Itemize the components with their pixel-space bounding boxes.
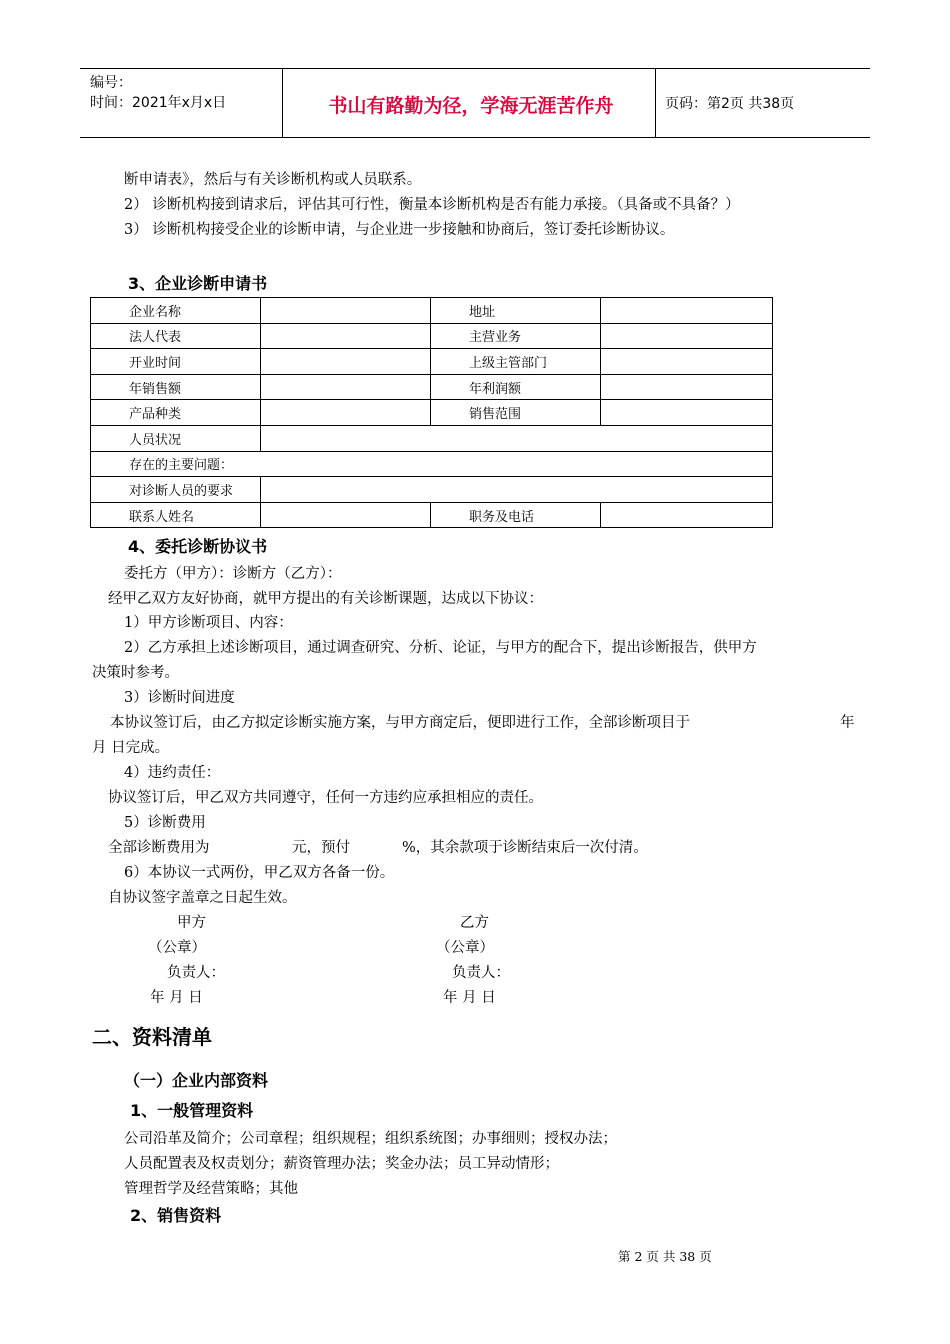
form-value-cell[interactable] <box>261 349 431 375</box>
form-value-cell[interactable] <box>261 477 773 503</box>
form-label: 年利润额 <box>431 374 601 400</box>
part2-title: 二、资料清单 <box>92 1025 212 1049</box>
header-time: 时间：2021年x月x日 <box>90 95 227 111</box>
header-motto: 书山有路勤为径，学海无涯苦作舟 <box>328 95 614 117</box>
effective-line: 自协议签字盖章之日起生效。 <box>108 890 297 906</box>
header-number: 编号： <box>90 75 132 91</box>
party-b-label: 乙方 <box>460 915 489 931</box>
form-value-cell[interactable] <box>601 502 773 528</box>
preamble-line: 经甲乙双方友好协商，就甲方提出的有关诊断课题，达成以下协议： <box>108 591 543 607</box>
form-value-cell[interactable] <box>601 323 773 349</box>
header-divider <box>282 69 283 137</box>
form-label: 开业时间 <box>91 349 261 375</box>
table-row <box>91 298 773 324</box>
table-row <box>91 374 773 400</box>
form-value-cell[interactable] <box>601 400 773 426</box>
party-b-seal: （公章） <box>436 940 494 956</box>
party-a-label: 甲方 <box>177 915 206 931</box>
table-row <box>91 425 773 451</box>
part2-heading-2: 2、销售资料 <box>130 1206 222 1225</box>
item-3-cont: 月 日完成。 <box>92 740 170 756</box>
form-label: 销售范围 <box>431 400 601 426</box>
list-line-1: 公司沿革及简介；公司章程；组织规程；组织系统图；办事细则；授权办法； <box>124 1131 617 1147</box>
form-label: 年销售额 <box>91 374 261 400</box>
section4-title: 4、委托诊断协议书 <box>128 537 268 556</box>
form-value-cell[interactable] <box>261 323 431 349</box>
form-value-cell[interactable] <box>261 400 431 426</box>
intro-line-3: 3） 诊断机构接受企业的诊断申请，与企业进一步接触和协商后，签订委托诊断协议。 <box>124 222 675 238</box>
form-label[interactable]: 存在的主要问题： <box>91 451 773 477</box>
item-6: 6）本协议一式两份，甲乙双方各备一份。 <box>124 865 395 881</box>
form-value-cell[interactable] <box>601 374 773 400</box>
table-row <box>91 451 773 477</box>
form-value-cell[interactable] <box>261 298 431 324</box>
party-a-date: 年 月 日 <box>150 990 203 1006</box>
list-line-2: 人员配置表及权责划分；薪资管理办法；奖金办法；员工异动情形； <box>124 1156 559 1172</box>
fee-rest: %，其余款项于诊断结束后一次付清。 <box>402 840 648 856</box>
parties-line: 委托方（甲方）：诊断方（乙方）： <box>124 566 342 582</box>
header-meta <box>90 73 226 113</box>
form-label: 产品种类 <box>91 400 261 426</box>
intro-line-2: 2） 诊断机构接到请求后，评估其可行性，衡量本诊断机构是否有能力承接。（具备或不具备？） <box>124 197 740 213</box>
fee-prepay: 元，预付 <box>292 840 350 856</box>
party-b-date: 年 月 日 <box>443 990 496 1006</box>
form-label: 企业名称 <box>91 298 261 324</box>
form-label: 职务及电话 <box>431 502 601 528</box>
table-row <box>91 349 773 375</box>
fee-label: 全部诊断费用为 <box>108 840 210 856</box>
page-footer: 第 2 页 共 38 页 <box>618 1249 712 1264</box>
item-3-year: 年 <box>840 715 855 731</box>
item-4-text: 协议签订后，甲乙双方共同遵守，任何一方违约应承担相应的责任。 <box>108 790 543 806</box>
form-value-cell[interactable] <box>601 349 773 375</box>
form-label: 地址 <box>431 298 601 324</box>
table-row <box>91 502 773 528</box>
form-value-cell[interactable] <box>261 374 431 400</box>
item-3: 3）诊断时间进度 <box>124 690 235 706</box>
part2-subtitle: （一）企业内部资料 <box>124 1071 269 1090</box>
item-4: 4）违约责任： <box>124 765 221 781</box>
form-label: 上级主管部门 <box>431 349 601 375</box>
part2-heading-1: 1、一般管理资料 <box>130 1101 254 1120</box>
item-3-text: 本协议签订后，由乙方拟定诊断实施方案，与甲方商定后，便即进行工作，全部诊断项目于 <box>110 715 690 731</box>
list-line-3: 管理哲学及经营策略；其他 <box>124 1181 298 1197</box>
form-label: 人员状况 <box>91 425 261 451</box>
header-page-info: 页码：第2页 共38页 <box>665 96 795 112</box>
form-value-cell[interactable] <box>261 425 773 451</box>
party-a-responsible: 负责人： <box>167 965 225 981</box>
table-row <box>91 477 773 503</box>
application-form-table <box>90 297 773 528</box>
table-row <box>91 400 773 426</box>
item-2: 2）乙方承担上述诊断项目，通过调查研究、分析、论证，与甲方的配合下，提出诊断报告，供甲方 <box>124 640 757 656</box>
item-5: 5）诊断费用 <box>124 815 206 831</box>
form-label: 联系人姓名 <box>91 502 261 528</box>
form-value-cell[interactable] <box>601 298 773 324</box>
intro-line-1: 断申请表》，然后与有关诊断机构或人员联系。 <box>124 172 422 188</box>
form-value-cell[interactable] <box>261 502 431 528</box>
header-divider <box>655 69 656 137</box>
party-b-responsible: 负责人： <box>452 965 510 981</box>
table-row <box>91 323 773 349</box>
form-label: 对诊断人员的要求 <box>91 477 261 503</box>
form-label: 法人代表 <box>91 323 261 349</box>
page-header <box>80 68 870 138</box>
form-label: 主营业务 <box>431 323 601 349</box>
item-2-cont: 决策时参考。 <box>92 665 179 681</box>
party-a-seal: （公章） <box>148 940 206 956</box>
section3-title: 3、企业诊断申请书 <box>128 274 268 293</box>
item-1: 1）甲方诊断项目、内容： <box>124 615 293 631</box>
